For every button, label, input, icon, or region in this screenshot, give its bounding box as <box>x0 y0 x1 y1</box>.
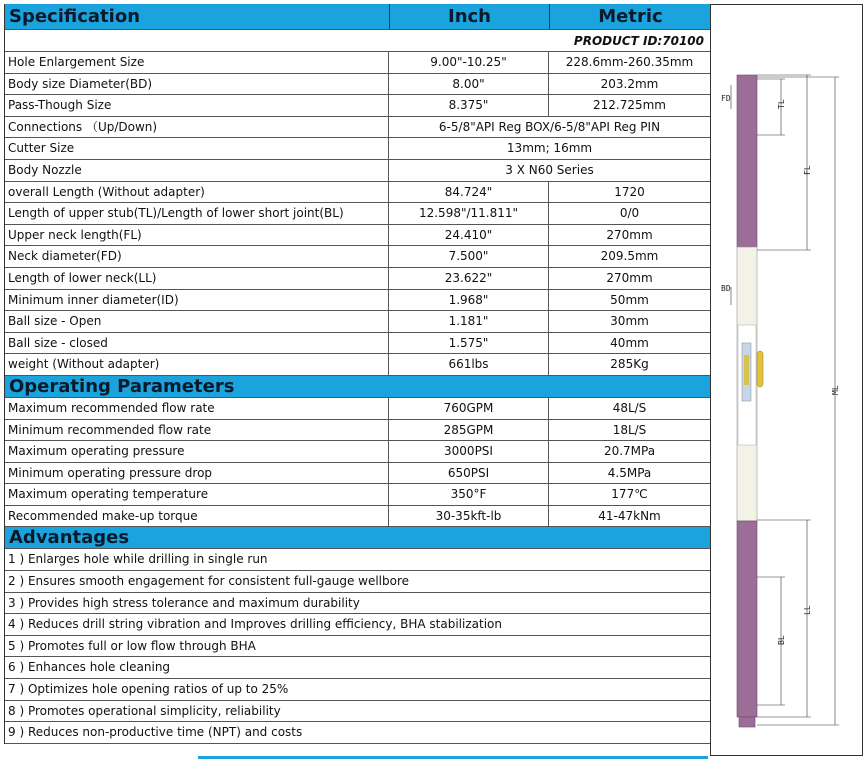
operating-inch-value: 760GPM <box>389 398 549 419</box>
advantage-text: 5 ) Promotes full or low flow through BHA <box>5 636 711 657</box>
operating-metric-value: 4.5MPa <box>549 463 711 484</box>
operating-label: Minimum operating pressure drop <box>5 463 389 484</box>
advantage-text: 8 ) Promotes operational simplicity, reliability <box>5 701 711 722</box>
spec-label: Ball size - closed <box>5 333 389 354</box>
spec-label: Body Nozzle <box>5 160 389 181</box>
spec-row <box>5 182 711 204</box>
ll-label: LL <box>803 605 812 615</box>
spec-inch-value: 23.622" <box>389 268 549 289</box>
spec-label: Pass-Though Size <box>5 95 389 116</box>
spec-value: 6-5/8"API Reg BOX/6-5/8"API Reg PIN <box>389 117 711 138</box>
spec-metric-value: 270mm <box>549 225 711 246</box>
advantage-text: 6 ) Enhances hole cleaning <box>5 657 711 678</box>
operating-inch-value: 30-35kft-lb <box>389 506 549 527</box>
spec-label: Length of upper stub(TL)/Length of lower short joint(BL) <box>5 203 389 224</box>
spec-metric-value: 30mm <box>549 311 711 332</box>
spec-inch-value: 1.575" <box>389 333 549 354</box>
spec-row <box>5 203 711 225</box>
spec-inch-value: 8.00" <box>389 74 549 95</box>
spec-metric-value: 203.2mm <box>549 74 711 95</box>
fl-label: FL <box>803 165 812 175</box>
spec-metric-value: 50mm <box>549 290 711 311</box>
advantages-title: Advantages <box>5 527 711 549</box>
advantage-item <box>5 636 711 658</box>
operating-row <box>5 420 711 442</box>
operating-label: Maximum recommended flow rate <box>5 398 389 419</box>
advantage-item <box>5 657 711 679</box>
cutter-arm <box>757 351 763 387</box>
spec-inch-value: 1.181" <box>389 311 549 332</box>
advantage-item <box>5 701 711 723</box>
spec-row <box>5 52 711 74</box>
spec-row <box>5 74 711 96</box>
advantage-text: 4 ) Reduces drill string vibration and Improves drilling efficiency, BHA stabilization <box>5 614 711 635</box>
spec-metric-value: 209.5mm <box>549 246 711 267</box>
fd-label: FD <box>721 94 731 103</box>
spec-row <box>5 246 711 268</box>
spec-label: Body size Diameter(BD) <box>5 74 389 95</box>
spec-row <box>5 117 711 139</box>
spec-value: 13mm; 16mm <box>389 138 711 159</box>
spec-row <box>5 95 711 117</box>
spec-row <box>5 354 711 376</box>
tool-drawing <box>711 5 864 757</box>
cutter-block <box>744 355 749 385</box>
spec-value: 3 X N60 Series <box>389 160 711 181</box>
operating-metric-value: 18L/S <box>549 420 711 441</box>
bd-label: BD <box>721 284 731 293</box>
operating-inch-value: 285GPM <box>389 420 549 441</box>
operating-row <box>5 398 711 420</box>
advantages-list <box>5 549 711 743</box>
spec-metric-value: 212.725mm <box>549 95 711 116</box>
operating-inch-value: 650PSI <box>389 463 549 484</box>
spec-inch-value: 24.410" <box>389 225 549 246</box>
spec-metric-value: 0/0 <box>549 203 711 224</box>
spec-label: Length of lower neck(LL) <box>5 268 389 289</box>
advantage-item <box>5 549 711 571</box>
advantage-text: 3 ) Provides high stress tolerance and maximum durability <box>5 593 711 614</box>
ml-label: ML <box>831 385 840 395</box>
spec-label: Upper neck length(FL) <box>5 225 389 246</box>
spec-metric-value: 285Kg <box>549 354 711 375</box>
advantage-text: 1 ) Enlarges hole while drilling in single run <box>5 549 711 570</box>
spec-label: Minimum inner diameter(ID) <box>5 290 389 311</box>
spec-label: weight (Without adapter) <box>5 354 389 375</box>
spec-metric-value: 228.6mm-260.35mm <box>549 52 711 73</box>
pin-end <box>739 717 755 727</box>
spec-inch-value: 661lbs <box>389 354 549 375</box>
spec-inch-value: 1.968" <box>389 290 549 311</box>
spec-row <box>5 333 711 355</box>
spec-label: Hole Enlargement Size <box>5 52 389 73</box>
advantage-item <box>5 614 711 636</box>
operating-metric-value: 177℃ <box>549 484 711 505</box>
spec-label: overall Length (Without adapter) <box>5 182 389 203</box>
spec-inch-value: 9.00"-10.25" <box>389 52 549 73</box>
advantage-text: 9 ) Reduces non-productive time (NPT) and costs <box>5 722 711 743</box>
tl-label: TL <box>777 99 786 109</box>
advantage-item <box>5 593 711 615</box>
advantage-item <box>5 571 711 593</box>
operating-row <box>5 484 711 506</box>
operating-label: Recommended make-up torque <box>5 506 389 527</box>
operating-inch-value: 3000PSI <box>389 441 549 462</box>
spec-row <box>5 311 711 333</box>
operating-inch-value: 350°F <box>389 484 549 505</box>
spec-inch-value: 7.500" <box>389 246 549 267</box>
spec-row <box>5 225 711 247</box>
advantage-item <box>5 722 711 744</box>
operating-title: Operating Parameters <box>5 376 711 398</box>
metric-header: Metric <box>549 4 711 29</box>
spec-table <box>5 52 711 376</box>
operating-row <box>5 506 711 528</box>
operating-metric-value: 48L/S <box>549 398 711 419</box>
operating-row <box>5 441 711 463</box>
operating-label: Minimum recommended flow rate <box>5 420 389 441</box>
spec-label: Ball size - Open <box>5 311 389 332</box>
spec-inch-value: 84.724" <box>389 182 549 203</box>
upper-stub <box>737 75 757 247</box>
tool-diagram <box>710 4 863 756</box>
operating-table <box>5 398 711 528</box>
spec-metric-value: 40mm <box>549 333 711 354</box>
spec-label: Connections （Up/Down) <box>5 117 389 138</box>
inch-header: Inch <box>389 4 549 29</box>
advantage-item <box>5 679 711 701</box>
lower-body <box>737 521 757 717</box>
spec-row <box>5 160 711 182</box>
spec-metric-value: 270mm <box>549 268 711 289</box>
spec-inch-value: 12.598"/11.811" <box>389 203 549 224</box>
spec-title: Specification <box>9 6 141 27</box>
spec-row <box>5 138 711 160</box>
bl-label: BL <box>777 635 786 645</box>
operating-label: Maximum operating temperature <box>5 484 389 505</box>
product-id: PRODUCT ID:70100 <box>5 30 711 52</box>
advantage-text: 7 ) Optimizes hole opening ratios of up to 25% <box>5 679 711 700</box>
advantage-text: 2 ) Ensures smooth engagement for consistent full-gauge wellbore <box>5 571 711 592</box>
spec-row <box>5 290 711 312</box>
spec-label: Neck diameter(FD) <box>5 246 389 267</box>
operating-metric-value: 41-47kNm <box>549 506 711 527</box>
operating-metric-value: 20.7MPa <box>549 441 711 462</box>
spec-label: Cutter Size <box>5 138 389 159</box>
spec-header <box>5 4 711 30</box>
spec-row <box>5 268 711 290</box>
spec-metric-value: 1720 <box>549 182 711 203</box>
operating-row <box>5 463 711 485</box>
spec-inch-value: 8.375" <box>389 95 549 116</box>
spec-sheet <box>4 4 711 744</box>
operating-label: Maximum operating pressure <box>5 441 389 462</box>
